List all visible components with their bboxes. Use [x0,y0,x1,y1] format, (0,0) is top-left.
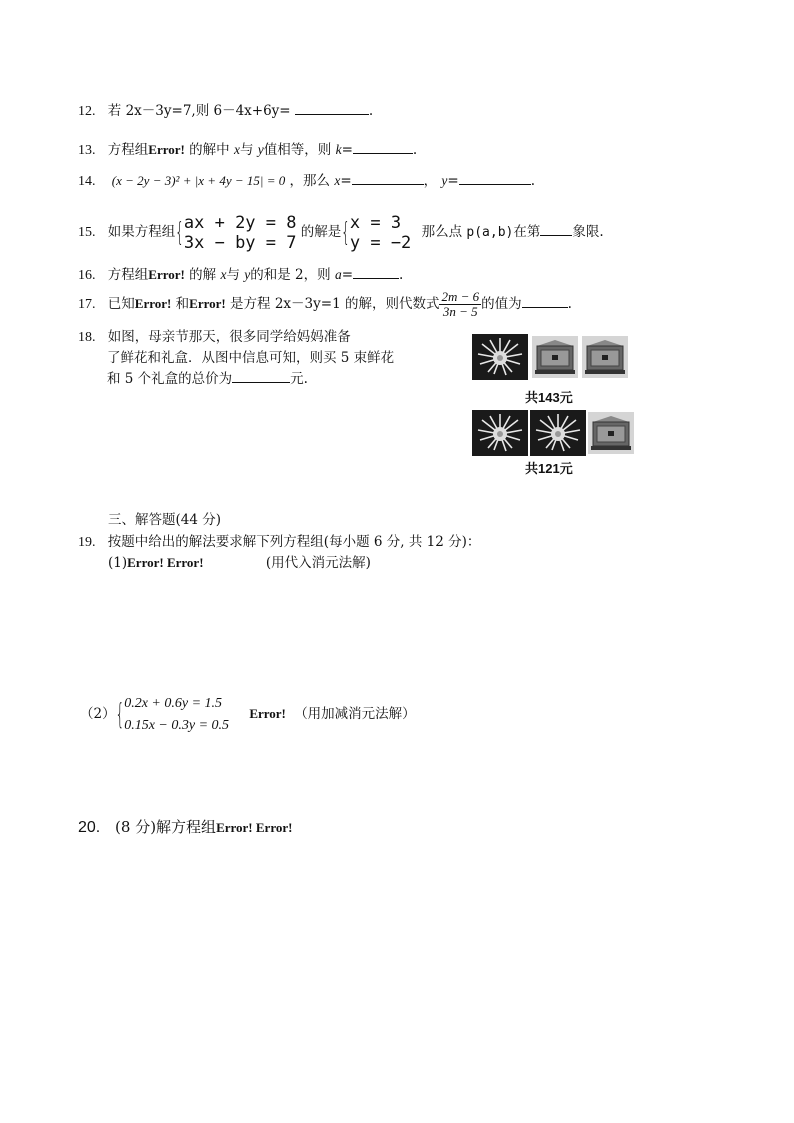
question-text: 那么点 [421,224,463,240]
left-brace: { [341,217,350,248]
error-placeholder: Error! [134,296,172,311]
answer-blank[interactable] [522,293,568,308]
part-label: （2） [80,706,116,722]
equation-system [184,213,297,253]
variable: x [334,173,341,188]
variable: y [244,267,251,282]
variable: y [257,142,264,157]
question-text: 的解中 [189,142,230,158]
question-number: 14. [78,174,96,189]
question-number: 17. [78,297,96,312]
answer-blank[interactable] [540,221,572,236]
question-12: 12. 若 2x－3y=7,则 6－4x+6y= . [78,100,373,121]
left-brace: { [175,217,184,248]
error-placeholder: Error! Error! [216,820,293,835]
question-text: 和 5 个礼盒的总价为 [107,371,233,387]
question-number: 16. [78,268,96,283]
row1-items [472,334,628,380]
question-text: 了鲜花和礼盒．从图中信息可知，则买 5 束鲜花 [107,350,395,366]
equation: (x − 2y − 3)² + |x + 4y − 15| = 0 [111,173,286,188]
question-number: 20. [78,819,101,836]
variable: x [233,142,240,157]
fraction [439,290,481,319]
equation: y = −2 [349,232,412,253]
question-text: 元. [290,371,308,387]
equation: 0.15x − 0.3y = 0.5 [124,717,230,733]
equals-sign: = [340,173,352,189]
question-text: 和 [175,296,190,312]
part-label: (1) [108,555,128,571]
question-number: 12. [78,104,96,119]
solution-system [350,213,411,253]
equation: 0.2x + 0.6y = 1.5 [124,695,223,711]
question-18 [78,327,394,389]
question-text: 方程组 [107,267,149,283]
question-17: 17. 已知Error! 和Error! 是方程 2x－3y=1 的解，则代数式 $\frac{2m - 6}{3n - 5}$ 的值为 . [78,286,572,323]
method-note: （用加减消元法解） [294,706,416,722]
error-placeholder: Error! [148,267,185,282]
question-text: 已知 [107,296,135,312]
row2-items [472,410,634,456]
answer-blank[interactable] [295,100,369,115]
question-text: 如果方程组 [107,224,176,240]
fraction-numerator: 2m − 6 [441,289,480,304]
answer-blank[interactable] [353,139,413,154]
answer-blank[interactable] [353,264,399,279]
question-number: 15. [78,225,96,240]
error-placeholder: Error! [189,296,226,311]
equation-system [124,693,229,737]
question-text: 的解 [189,267,217,283]
question-text: 方程组 [107,142,149,158]
question-14: 14. (x − 2y − 3)² + |x + 4y − 15| = 0 ，那么 x= ， y= . [78,170,535,191]
question-19 [78,533,480,552]
equation: ax + 2y = 8 [183,212,297,233]
question-text: 值相等，则 [263,142,332,158]
question-19-part-2 [80,690,416,739]
question-16: 16. 方程组Error! 的解 x与 y的和是 2，则 a= . [78,264,403,285]
question-19-part-1 [108,554,371,572]
question-text: 如图，母亲节那天，很多同学给妈妈准备 [107,329,351,345]
question-text: 与 [239,142,254,158]
question-text: 在第 [513,224,541,240]
question-20 [78,818,292,837]
question-text: = [341,142,353,158]
answer-blank[interactable] [232,368,290,383]
variable: y [441,173,448,188]
question-text: 的解是 [300,224,342,240]
point-label: p(a,b) [466,225,514,240]
question-text: 按题中给出的解法要求解下列方程组(每小题 6 分, 共 12 分)： [107,534,481,550]
price-caption-1: 共143元 [525,390,573,405]
question-text: 的值为 [481,296,522,312]
question-number: 13. [78,143,96,158]
section-heading: 三、解答题(44 分) [108,512,222,528]
separator: ， [423,173,438,189]
error-placeholder: Error! Error! [127,555,204,570]
question-13: 13. 方程组Error! 的解中 x与 y值相等，则 k= . [78,139,417,160]
question-text: (8 分)解方程组 [115,818,217,836]
price-caption-2: 共121元 [525,461,573,476]
variable: k [335,142,342,157]
question-text: 的和是 2，则 [250,267,331,283]
question-text: = [341,267,354,283]
question-text: 是方程 2x－3y=1 的解，则代数式 [230,296,440,312]
variable: a [334,267,342,282]
method-note: (用代入消元法解) [265,555,371,571]
question-number: 18. [78,330,96,345]
variable: x [220,267,227,282]
question-15 [78,210,604,255]
equation: x = 3 [349,212,402,233]
question-text: 若 2x－3y=7,则 6－4x+6y= [107,103,291,119]
error-placeholder: Error! [249,706,286,721]
answer-blank-x[interactable] [352,170,424,185]
question-text: ，那么 [289,173,331,189]
error-placeholder: Error! [148,142,185,157]
question-number: 19. [78,535,96,550]
answer-blank-y[interactable] [459,170,531,185]
equation: 3x − by = 7 [183,232,297,253]
question-text: 象限. [572,224,604,240]
left-brace: { [115,697,125,732]
fraction-denominator: 3n − 5 [442,304,478,319]
question-text: 与 [226,267,240,283]
